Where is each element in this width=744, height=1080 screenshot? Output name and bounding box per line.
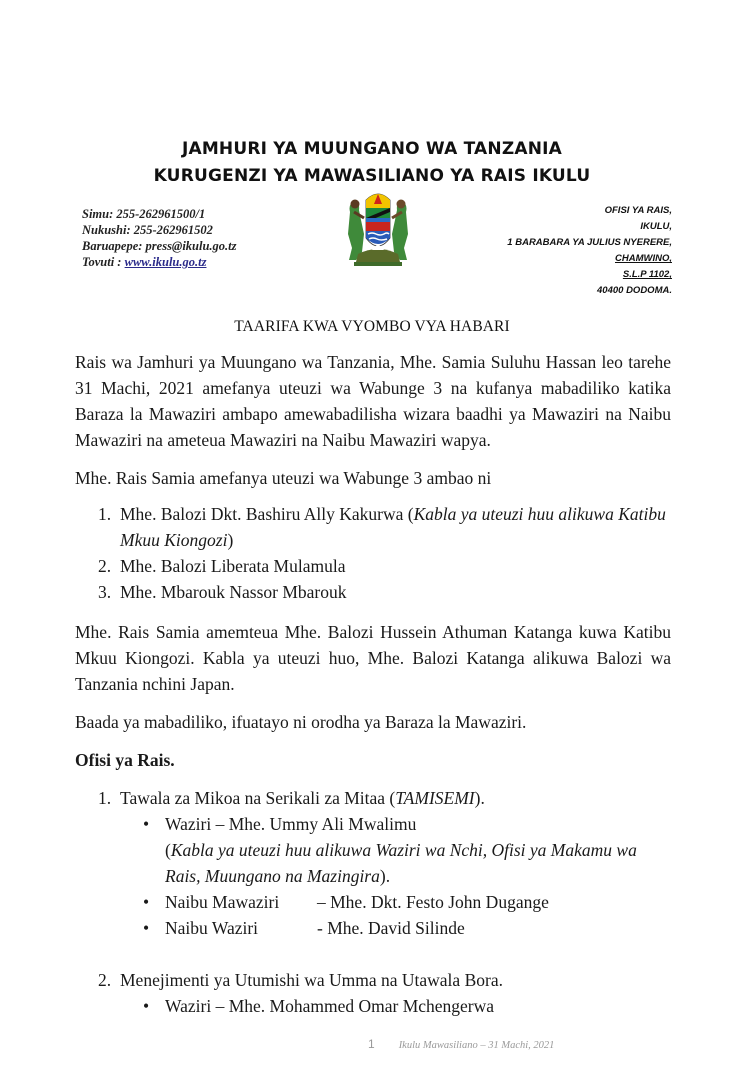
office-ministers [75, 993, 671, 1019]
coat-of-arms-icon [344, 190, 412, 268]
email: Baruapepe: press@ikulu.go.tz [82, 239, 237, 253]
address-line-1: OFISI YA RAIS, [604, 205, 672, 216]
phone: Simu: 255-262961500/1 [82, 207, 206, 221]
document-body [75, 349, 671, 1023]
office-item: 2. Menejimenti ya Utumishi wa Umma na Utawala Bora. • Waziri – Mhe. Mohammed Omar Mchengerwa [75, 967, 671, 1019]
paragraph-intro: Rais wa Jamhuri ya Muungano wa Tanzania, Mhe. Samia Suluhu Hassan leo tarehe 31 Machi, 2021 amefanya uteuzi wa Wabunge 3 na kufanya mabadiliko katika Baraza la Mawaziri ambapo amewabadilisha wizara baadhi ya Mawaziri na Naibu Mawaziri na ameteua Mawaziri na Naibu Mawaziri wapya. [75, 352, 671, 450]
fax: Nukushi: 255-262961502 [82, 223, 213, 237]
address-line-3: 1 BARABARA YA JULIUS NYERERE, [507, 237, 672, 248]
spacer [75, 945, 671, 967]
paragraph-mps-intro: Mhe. Rais Samia amefanya uteuzi wa Wabunge 3 ambao ni [75, 468, 492, 488]
page-footer [368, 1037, 554, 1051]
minister-note: (Kabla ya uteuzi huu alikuwa Waziri wa Nchi, Ofisi ya Makamu wa Rais, Muungano na Mazingira). [165, 840, 637, 886]
appointment-note: Kabla ya uteuzi huu alikuwa Katibu Mkuu Kiongozi [120, 504, 666, 550]
title-line-2: KURUGENZI YA MAWASILIANO YA RAIS IKULU [153, 166, 591, 186]
title-line-1: JAMHURI YA MUUNGANO WA TANZANIA [181, 139, 563, 159]
minister-item: • Naibu Mawaziri – Mhe. Dkt. Festo John Dugange [75, 889, 671, 915]
contact-right [507, 203, 672, 299]
bullet-icon: • [143, 996, 150, 1016]
office-list [75, 785, 671, 1019]
address-line-2: IKULU, [640, 221, 672, 232]
website-label: Tovuti : [82, 255, 125, 269]
bullet-icon: • [143, 918, 150, 938]
footer-text: Ikulu Mawasiliano – 31 Machi, 2021 [398, 1040, 555, 1051]
office-ministers [75, 811, 671, 941]
minister-item: • Waziri – Mhe. Mohammed Omar Mchengerwa [75, 993, 671, 1019]
page-number: 1 [368, 1037, 375, 1051]
website-line [82, 254, 237, 270]
letterhead-title [0, 136, 744, 190]
bullet-icon: • [143, 892, 150, 912]
list-item: 2. Mhe. Balozi Liberata Mulamula [98, 556, 346, 576]
office-item: 1. Tawala za Mikoa na Serikali za Mitaa (TAMISEMI). • Waziri – Mhe. Ummy Ali Mwalimu (Kabla ya uteuzi huu alikuwa Waziri wa Nchi, Ofisi ya Makamu wa Rais, Muungano na Mazingira). • Naibu Mawaziri – Mhe. Dkt. Festo John Dugange • Naibu Waziri - Mhe. David Silinde [75, 785, 671, 941]
section-heading: Ofisi ya Rais. [75, 750, 175, 770]
paragraph-katibu: Mhe. Rais Samia amemteua Mhe. Balozi Hussein Athuman Katanga kuwa Katibu Mkuu Kiongozi. Kabla ya uteuzi huo, Mhe. Balozi Katanga alikuwa Balozi wa Tanzania nchini Japan. [75, 622, 671, 694]
list-item: 1. Mhe. Balozi Dkt. Bashiru Ally Kakurwa (Kabla ya uteuzi huu alikuwa Katibu Mkuu Kiongozi) [98, 504, 666, 550]
website-link[interactable]: www.ikulu.go.tz [124, 255, 207, 269]
bullet-icon: • [143, 814, 150, 834]
contact-left [82, 206, 237, 270]
minister-item: • Naibu Waziri - Mhe. David Silinde [75, 915, 671, 941]
address-line-4: CHAMWINO, [615, 253, 672, 264]
address-line-6: 40400 DODOMA. [597, 285, 672, 296]
paragraph-list-intro: Baada ya mabadiliko, ifuatayo ni orodha ya Baraza la Mawaziri. [75, 712, 527, 732]
press-release-heading: TAARIFA KWA VYOMBO VYA HABARI [234, 318, 510, 335]
mp-list [75, 501, 671, 605]
address-line-5: S.L.P 1102, [622, 269, 672, 280]
minister-item: • Waziri – Mhe. Ummy Ali Mwalimu (Kabla ya uteuzi huu alikuwa Waziri wa Nchi, Ofisi ya Makamu wa Rais, Muungano na Mazingira). [75, 811, 671, 889]
list-item: 3. Mhe. Mbarouk Nassor Mbarouk [98, 582, 347, 602]
